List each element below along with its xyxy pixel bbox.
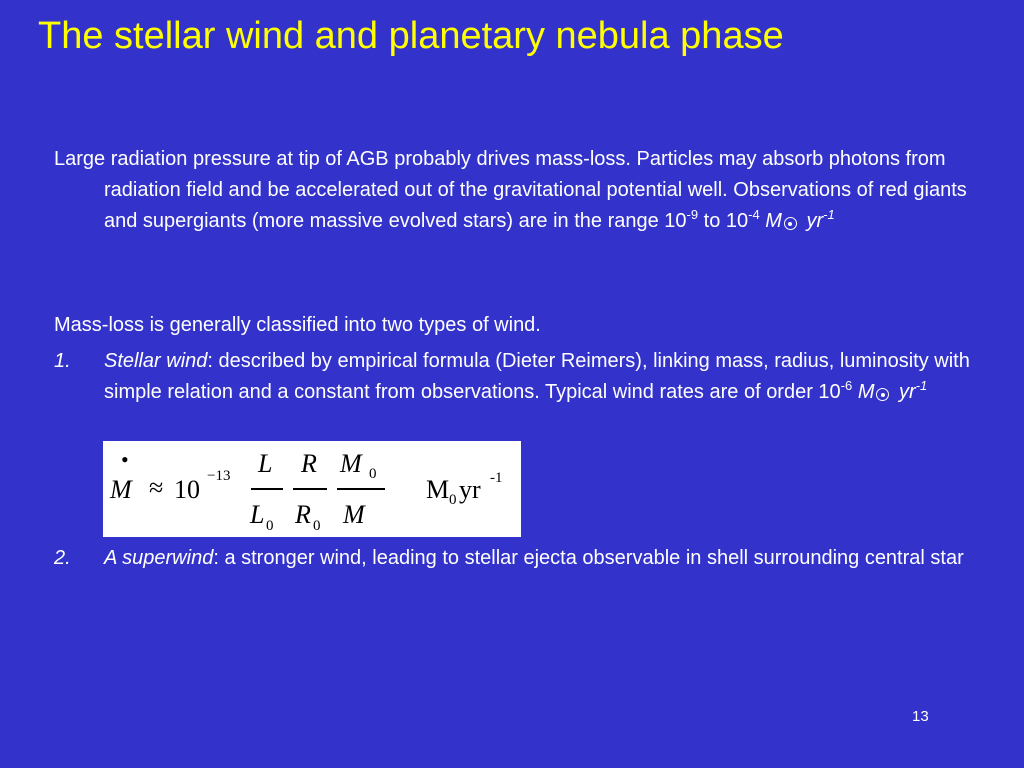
paragraph-text: Large radiation pressure at tip of AGB probably drives mass-loss. Particles may absorb photons from radiation field and be accelerated out of the gravitational potential well. Observations of red giants and supergiants (more massive evolved stars) are in the range 10 <box>54 148 967 232</box>
exponent: -1 <box>823 207 835 222</box>
fraction-bar <box>251 488 283 490</box>
coefficient: 10 <box>174 475 200 504</box>
solar-mass-symbol: M <box>857 381 875 403</box>
sun-icon <box>784 217 797 230</box>
denominator-mass: M <box>343 500 365 529</box>
list-number: 1. <box>54 350 71 372</box>
paragraph-text: to 10 <box>698 210 749 232</box>
term-superwind: A superwind <box>104 547 214 569</box>
reimers-equation <box>103 441 521 537</box>
approx-symbol: ≈ <box>149 473 164 502</box>
unit-exponent: -1 <box>490 470 503 486</box>
solar-mass-unit: M <box>426 475 450 504</box>
subscript-zero: 0 <box>369 466 377 482</box>
year-unit: yr <box>899 381 916 403</box>
paragraph-radiation-pressure <box>54 144 984 237</box>
sun-icon <box>876 388 889 401</box>
year-unit: yr <box>459 475 481 504</box>
year-unit: yr <box>806 210 824 232</box>
numerator-radius: R <box>301 449 317 478</box>
list-item-stellar-wind <box>54 346 984 408</box>
subscript-zero: 0 <box>449 492 457 508</box>
list-item-superwind <box>54 543 984 574</box>
denominator-radius: R <box>295 500 311 529</box>
coefficient-exponent: −13 <box>207 468 231 484</box>
dot-symbol: • <box>121 447 129 472</box>
solar-mass-symbol: M <box>765 210 782 232</box>
page-number: 13 <box>912 708 929 725</box>
list-number: 2. <box>54 547 71 569</box>
denominator-luminosity: L <box>250 500 265 529</box>
fraction-bar <box>293 488 327 490</box>
numerator-luminosity: L <box>258 449 273 478</box>
exponent: -4 <box>748 207 760 222</box>
paragraph-classification: Mass-loss is generally classified into two types of wind. <box>54 314 541 336</box>
term-stellar-wind: Stellar wind <box>104 350 208 372</box>
slide-title: The stellar wind and planetary nebula phase <box>38 15 784 57</box>
exponent: -9 <box>686 207 699 222</box>
subscript-zero: 0 <box>266 518 274 534</box>
mass-loss-rate-symbol: M <box>110 475 132 504</box>
list-item-text: : a stronger wind, leading to stellar ejecta observable in shell surrounding central star <box>213 547 964 569</box>
exponent: -1 <box>915 378 928 393</box>
fraction-bar <box>337 488 385 490</box>
exponent: -6 <box>840 378 853 393</box>
subscript-zero: 0 <box>313 518 321 534</box>
list-item-text: : described by empirical formula (Dieter Reimers), linking mass, radius, luminosity with simple relation and a constant from observations. Typical wind rates are of order 10 <box>104 350 970 403</box>
numerator-mass: M <box>340 449 362 478</box>
